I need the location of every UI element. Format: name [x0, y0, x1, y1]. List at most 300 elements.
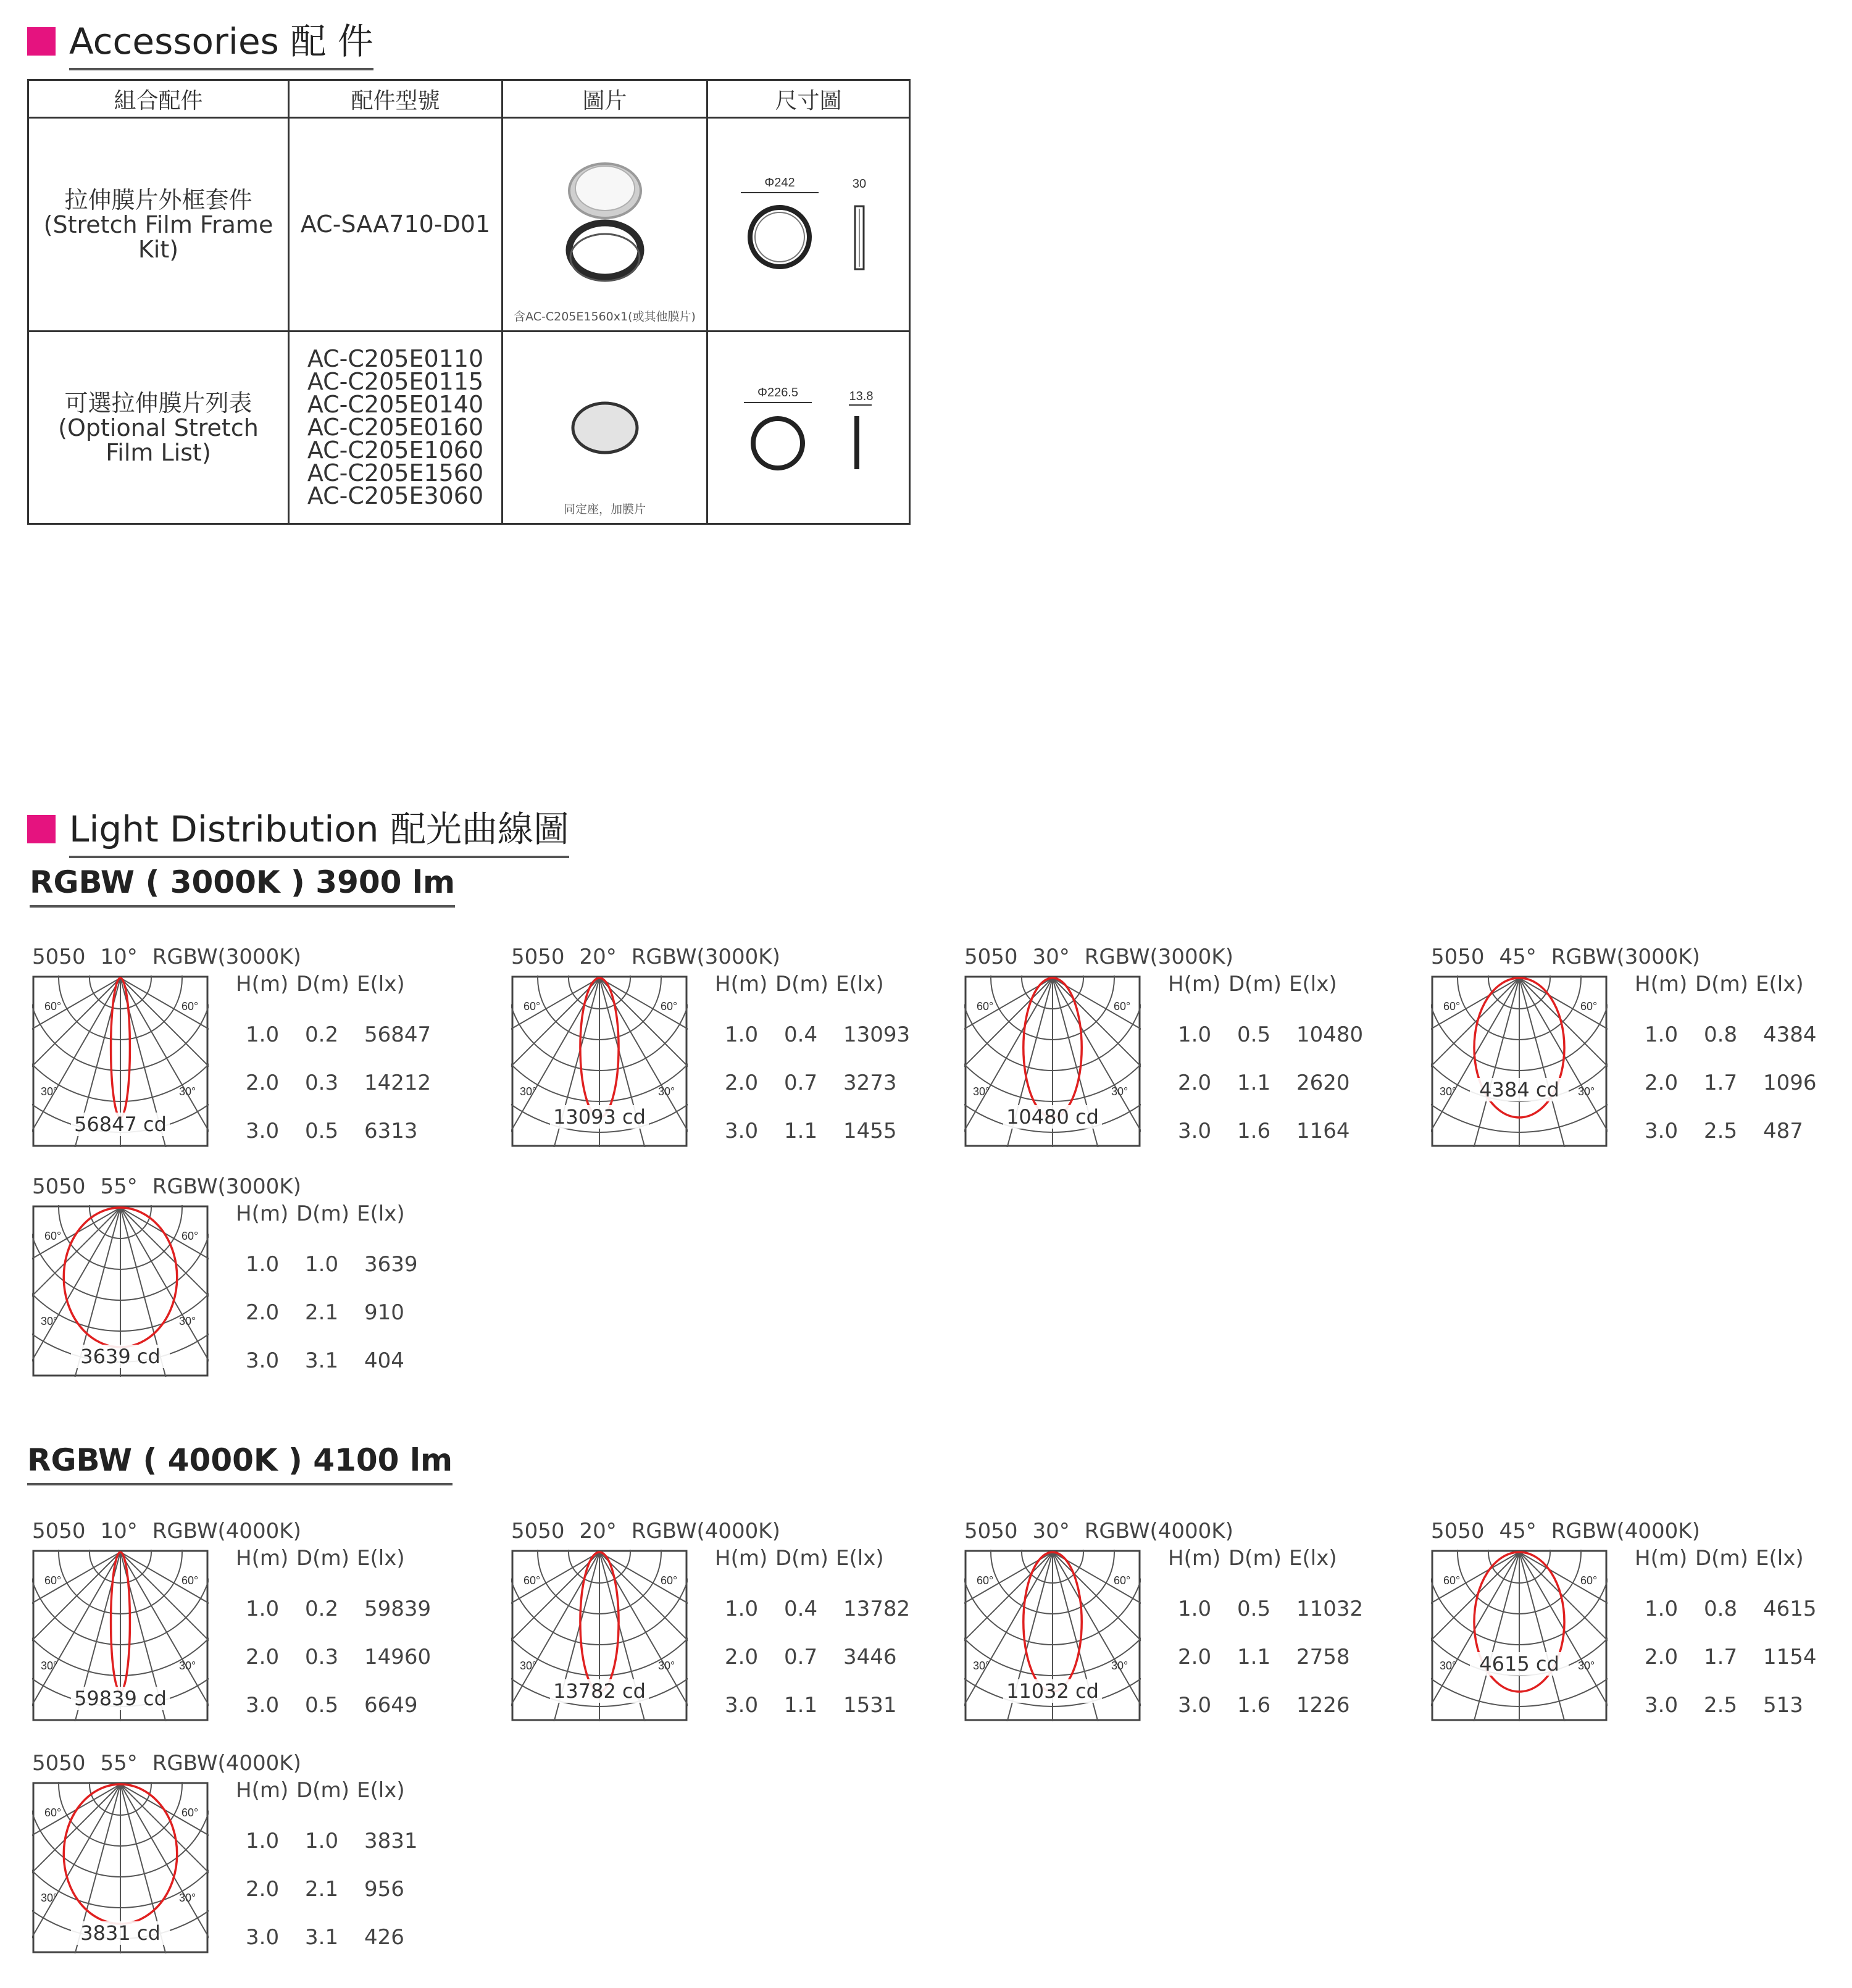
- illuminance-value: 1096: [1763, 1071, 1817, 1095]
- column-header: H(m): [715, 972, 768, 996]
- chart-beam: 55°: [100, 1751, 138, 1776]
- film-picture: [543, 382, 667, 474]
- illuminance-value: 4615: [1763, 1597, 1817, 1621]
- chart-label: RGBW(3000K): [1084, 945, 1233, 969]
- diameter-value: 0.3: [305, 1071, 339, 1095]
- illuminance-value: 1154: [1763, 1645, 1817, 1669]
- angle-label-30-left: 30°: [973, 1660, 990, 1672]
- light-distribution-card: [32, 945, 464, 1167]
- chart-title: [964, 945, 1248, 969]
- light-distribution-card: [1431, 1519, 1852, 1741]
- diameter-value: 1.1: [1237, 1645, 1271, 1669]
- illuminance-value: 59839: [364, 1597, 432, 1621]
- illuminance-value: 56847: [364, 1022, 432, 1047]
- angle-label-60-right: 60°: [181, 1000, 199, 1013]
- light-distribution-card: [1431, 945, 1852, 1167]
- chart-label: RGBW(3000K): [152, 945, 301, 969]
- illuminance-table-header: [236, 1778, 417, 1803]
- diameter-value: 0.2: [305, 1597, 339, 1621]
- column-header: D(m): [1228, 1546, 1282, 1571]
- angle-label-30-left: 30°: [1440, 1085, 1457, 1098]
- chart-label: RGBW(3000K): [1551, 945, 1700, 969]
- illuminance-value: 3446: [843, 1645, 897, 1669]
- chart-label: RGBW(4000K): [631, 1519, 780, 1543]
- frame-kit-picture: [543, 154, 667, 296]
- height-value: 3.0: [246, 1348, 280, 1373]
- angle-label-60-right: 60°: [181, 1230, 199, 1242]
- angle-label-30-right: 30°: [1111, 1085, 1128, 1098]
- column-header: D(m): [775, 1546, 828, 1571]
- height-value: 3.0: [1178, 1693, 1212, 1718]
- chart-beam: 55°: [100, 1174, 138, 1199]
- angle-label-30-right: 30°: [179, 1085, 196, 1098]
- polar-diagram: [1431, 1550, 1608, 1721]
- image-caption: 同定座，加膜片: [563, 503, 646, 516]
- diameter-value: 2.5: [1704, 1119, 1738, 1143]
- chart-led: 5050: [32, 1174, 86, 1199]
- illuminance-value: 1455: [843, 1119, 897, 1143]
- angle-label-60-right: 60°: [181, 1806, 199, 1819]
- kit-name-zh: 可選拉伸膜片列表: [64, 389, 252, 417]
- column-header: H(m): [1168, 972, 1221, 996]
- polar-diagram: [32, 975, 209, 1147]
- chart-led: 5050: [964, 945, 1018, 969]
- chart-led: 5050: [964, 1519, 1018, 1543]
- illuminance-value: 13782: [843, 1597, 911, 1621]
- column-header: E(lx): [357, 972, 405, 996]
- model-number: AC-C205E0115: [307, 368, 484, 395]
- diameter-value: 0.8: [1704, 1022, 1738, 1047]
- dimension-cell: [707, 118, 910, 332]
- column-header: D(m): [1695, 1546, 1748, 1571]
- model-number: AC-C205E0160: [307, 414, 484, 441]
- diameter-value: 1.6: [1237, 1119, 1271, 1143]
- model-number: AC-C205E1060: [307, 436, 484, 464]
- illuminance-row: [246, 1119, 418, 1143]
- group-title-3000k: RGBW ( 3000K ) 3900 lm: [30, 864, 455, 908]
- section-marker: [27, 815, 56, 843]
- illuminance-value: 1226: [1296, 1693, 1350, 1718]
- image-cell: [503, 118, 707, 332]
- illuminance-row: [725, 1597, 910, 1621]
- chart-label: RGBW(4000K): [152, 1519, 301, 1543]
- model-number: AC-C205E1560: [307, 459, 484, 487]
- angle-label-60-left: 60°: [977, 1574, 994, 1587]
- chart-label: RGBW(4000K): [1084, 1519, 1233, 1543]
- illuminance-row: [246, 1071, 431, 1095]
- accessories-table: [27, 79, 911, 525]
- dimension-cell: [707, 332, 910, 524]
- height-value: 2.0: [1645, 1645, 1679, 1669]
- diameter-value: 1.7: [1704, 1645, 1738, 1669]
- peak-intensity-label: 56847 cd: [74, 1113, 167, 1136]
- polar-diagram: [964, 1550, 1141, 1721]
- illuminance-row: [1645, 1119, 1803, 1143]
- diameter-value: 1.7: [1704, 1071, 1738, 1095]
- angle-label-60-left: 60°: [523, 1000, 541, 1013]
- frame-kit-dimension-drawing: [728, 169, 889, 280]
- peak-intensity-label: 59839 cd: [74, 1687, 167, 1710]
- light-distribution-card: [32, 1174, 464, 1397]
- header-model: 配件型號: [289, 80, 503, 118]
- model-cell: [289, 332, 503, 524]
- accessories-heading: [27, 12, 373, 70]
- illuminance-value: 14960: [364, 1645, 432, 1669]
- peak-intensity-label: 4384 cd: [1479, 1078, 1559, 1101]
- column-header: E(lx): [1756, 972, 1804, 996]
- illuminance-row: [246, 1597, 431, 1621]
- illuminance-row: [725, 1022, 910, 1047]
- column-header: H(m): [236, 1201, 289, 1226]
- chart-led: 5050: [1431, 945, 1485, 969]
- angle-label-30-left: 30°: [1440, 1660, 1457, 1672]
- chart-title: [32, 1751, 316, 1776]
- illuminance-table-header: [236, 972, 417, 996]
- illuminance-row: [1178, 1645, 1350, 1669]
- light-distribution-card: [964, 945, 1396, 1167]
- height-value: 3.0: [1645, 1119, 1679, 1143]
- height-value: 2.0: [725, 1645, 759, 1669]
- illuminance-value: 10480: [1296, 1022, 1364, 1047]
- height-label: 13.8: [849, 389, 873, 403]
- angle-label-60-right: 60°: [1114, 1000, 1131, 1013]
- diameter-value: 0.5: [305, 1119, 339, 1143]
- height-value: 3.0: [246, 1119, 280, 1143]
- column-header: H(m): [1168, 1546, 1221, 1571]
- illuminance-row: [725, 1693, 897, 1718]
- illuminance-value: 513: [1763, 1693, 1803, 1718]
- angle-label-60-left: 60°: [44, 1806, 62, 1819]
- chart-led: 5050: [32, 945, 86, 969]
- film-dimension-drawing: [728, 382, 889, 474]
- angle-label-30-left: 30°: [520, 1085, 537, 1098]
- height-value: 2.0: [246, 1071, 280, 1095]
- illuminance-row: [246, 1022, 431, 1047]
- angle-label-60-right: 60°: [1580, 1000, 1598, 1013]
- illuminance-value: 404: [364, 1348, 404, 1373]
- illuminance-value: 2620: [1296, 1071, 1350, 1095]
- diameter-value: 2.1: [305, 1877, 339, 1902]
- height-value: 1.0: [725, 1597, 759, 1621]
- illuminance-row: [1178, 1022, 1363, 1047]
- illuminance-value: 956: [364, 1877, 404, 1902]
- chart-beam: 30°: [1032, 945, 1070, 969]
- polar-diagram: [32, 1205, 209, 1377]
- diameter-value: 1.0: [305, 1829, 339, 1853]
- column-header: H(m): [236, 1546, 289, 1571]
- angle-label-30-left: 30°: [41, 1315, 58, 1327]
- illuminance-row: [246, 1877, 404, 1902]
- height-value: 1.0: [246, 1022, 280, 1047]
- chart-led: 5050: [511, 945, 565, 969]
- header-image: 圖片: [503, 80, 707, 118]
- illuminance-row: [1645, 1597, 1817, 1621]
- diameter-value: 0.7: [784, 1645, 818, 1669]
- peak-intensity-label: 10480 cd: [1006, 1105, 1099, 1129]
- diameter-label: Φ226.5: [757, 385, 798, 399]
- diameter-value: 0.3: [305, 1645, 339, 1669]
- column-header: H(m): [236, 1778, 289, 1803]
- column-header: E(lx): [1756, 1546, 1804, 1571]
- angle-label-60-left: 60°: [523, 1574, 541, 1587]
- chart-beam: 20°: [579, 1519, 617, 1543]
- height-value: 2.0: [1178, 1071, 1212, 1095]
- height-value: 2.0: [1645, 1071, 1679, 1095]
- kit-name-cell: [28, 332, 289, 524]
- model-number: AC-C205E0140: [307, 391, 484, 418]
- angle-label-60-left: 60°: [977, 1000, 994, 1013]
- illuminance-table-header: [1168, 1546, 1349, 1571]
- kit-name-en: (Stretch Film Frame Kit): [43, 211, 273, 263]
- illuminance-row: [1645, 1071, 1817, 1095]
- illuminance-value: 6313: [364, 1119, 418, 1143]
- column-header: D(m): [296, 1546, 349, 1571]
- angle-label-60-right: 60°: [661, 1000, 678, 1013]
- illuminance-value: 3831: [364, 1829, 418, 1853]
- peak-intensity-label: 3831 cd: [80, 1921, 161, 1945]
- light-distribution-card: [32, 1751, 464, 1973]
- column-header: H(m): [1635, 972, 1688, 996]
- section-marker: [27, 27, 56, 56]
- angle-label-30-left: 30°: [41, 1085, 58, 1098]
- illuminance-row: [1645, 1022, 1817, 1047]
- angle-label-60-left: 60°: [44, 1574, 62, 1587]
- illuminance-value: 6649: [364, 1693, 418, 1718]
- angle-label-60-left: 60°: [44, 1000, 62, 1013]
- angle-label-30-left: 30°: [41, 1892, 58, 1904]
- diameter-value: 0.4: [784, 1022, 818, 1047]
- height-value: 1.0: [1645, 1597, 1679, 1621]
- diameter-value: 0.4: [784, 1597, 818, 1621]
- chart-title: [32, 1174, 316, 1199]
- polar-diagram: [1431, 975, 1608, 1147]
- polar-diagram: [511, 1550, 688, 1721]
- model-number: AC-C205E0110: [307, 345, 484, 372]
- kit-name-zh: 拉伸膜片外框套件: [64, 186, 252, 214]
- illuminance-row: [246, 1300, 404, 1325]
- illuminance-row: [246, 1693, 418, 1718]
- illuminance-row: [1178, 1071, 1350, 1095]
- height-value: 1.0: [725, 1022, 759, 1047]
- peak-intensity-label: 4615 cd: [1479, 1652, 1559, 1676]
- angle-label-30-right: 30°: [179, 1315, 196, 1327]
- angle-label-60-right: 60°: [1580, 1574, 1598, 1587]
- height-value: 2.0: [1178, 1645, 1212, 1669]
- header-dimension: 尺寸圖: [707, 80, 910, 118]
- angle-label-60-left: 60°: [44, 1230, 62, 1242]
- diameter-value: 0.2: [305, 1022, 339, 1047]
- diameter-value: 0.5: [1237, 1597, 1271, 1621]
- image-caption: 含AC-C205E1560x1(或其他膜片): [514, 310, 696, 324]
- height-value: 3.0: [1645, 1693, 1679, 1718]
- illuminance-value: 14212: [364, 1071, 432, 1095]
- illuminance-value: 1164: [1296, 1119, 1350, 1143]
- angle-label-60-right: 60°: [1114, 1574, 1131, 1587]
- chart-label: RGBW(3000K): [152, 1174, 301, 1199]
- chart-title: [511, 945, 795, 969]
- illuminance-row: [1178, 1119, 1350, 1143]
- angle-label-60-left: 60°: [1443, 1000, 1461, 1013]
- polar-diagram: [511, 975, 688, 1147]
- diameter-label: Φ242: [764, 175, 795, 190]
- column-header: D(m): [1695, 972, 1748, 996]
- diameter-value: 3.1: [305, 1925, 339, 1950]
- illuminance-row: [246, 1829, 418, 1853]
- height-value: 2.0: [246, 1645, 280, 1669]
- angle-label-30-left: 30°: [973, 1085, 990, 1098]
- column-header: H(m): [715, 1546, 768, 1571]
- light-distribution-card: [511, 945, 943, 1167]
- column-header: E(lx): [836, 1546, 884, 1571]
- model-number: AC-SAA710-D01: [300, 211, 491, 238]
- illuminance-value: 11032: [1296, 1597, 1364, 1621]
- illuminance-table-header: [236, 1546, 417, 1571]
- illuminance-value: 426: [364, 1925, 404, 1950]
- column-header: D(m): [775, 972, 828, 996]
- column-header: H(m): [236, 972, 289, 996]
- illuminance-table-header: [1635, 1546, 1816, 1571]
- column-header: E(lx): [836, 972, 884, 996]
- light-distribution-title: Light Distribution 配光曲線圖: [69, 800, 569, 858]
- chart-title: [1431, 1519, 1715, 1543]
- illuminance-table-header: [1635, 972, 1816, 996]
- chart-led: 5050: [32, 1751, 86, 1776]
- column-header: H(m): [1635, 1546, 1688, 1571]
- height-value: 1.0: [246, 1597, 280, 1621]
- chart-title: [32, 1519, 316, 1543]
- illuminance-row: [246, 1252, 418, 1277]
- chart-title: [1431, 945, 1715, 969]
- chart-label: RGBW(4000K): [152, 1751, 301, 1776]
- angle-label-30-right: 30°: [658, 1085, 675, 1098]
- light-distribution-heading: [27, 800, 569, 858]
- angle-label-30-left: 30°: [520, 1660, 537, 1672]
- peak-intensity-label: 3639 cd: [80, 1345, 161, 1368]
- illuminance-row: [1645, 1645, 1817, 1669]
- illuminance-value: 3273: [843, 1071, 897, 1095]
- diameter-value: 1.1: [784, 1119, 818, 1143]
- illuminance-table-header: [715, 972, 896, 996]
- chart-beam: 45°: [1499, 1519, 1537, 1543]
- illuminance-value: 487: [1763, 1119, 1803, 1143]
- column-header: E(lx): [1289, 1546, 1337, 1571]
- diameter-value: 3.1: [305, 1348, 339, 1373]
- angle-label-30-right: 30°: [1111, 1660, 1128, 1672]
- model-number: AC-C205E3060: [307, 482, 484, 509]
- angle-label-30-right: 30°: [179, 1660, 196, 1672]
- table-row: [28, 118, 910, 332]
- polar-diagram: [32, 1782, 209, 1953]
- illuminance-row: [725, 1645, 897, 1669]
- illuminance-row: [725, 1071, 897, 1095]
- illuminance-value: 13093: [843, 1022, 911, 1047]
- illuminance-row: [246, 1925, 404, 1950]
- peak-intensity-label: 13093 cd: [553, 1105, 646, 1129]
- chart-title: [32, 945, 316, 969]
- column-header: E(lx): [357, 1201, 405, 1226]
- peak-intensity-label: 11032 cd: [1006, 1679, 1099, 1703]
- illuminance-row: [1178, 1693, 1350, 1718]
- illuminance-table-header: [1168, 972, 1349, 996]
- chart-label: RGBW(4000K): [1551, 1519, 1700, 1543]
- kit-name-cell: [28, 118, 289, 332]
- angle-label-60-left: 60°: [1443, 1574, 1461, 1587]
- height-value: 3.0: [725, 1693, 759, 1718]
- illuminance-row: [1645, 1693, 1803, 1718]
- column-header: D(m): [296, 1778, 349, 1803]
- height-value: 3.0: [246, 1693, 280, 1718]
- illuminance-value: 3639: [364, 1252, 418, 1277]
- diameter-value: 2.1: [305, 1300, 339, 1325]
- height-value: 2.0: [725, 1071, 759, 1095]
- angle-label-60-right: 60°: [661, 1574, 678, 1587]
- illuminance-row: [246, 1645, 431, 1669]
- height-value: 3.0: [725, 1119, 759, 1143]
- group-title-4000k: RGBW ( 4000K ) 4100 lm: [27, 1442, 453, 1485]
- accessories-title: Accessories 配 件: [69, 12, 373, 70]
- kit-name-en: (Optional Stretch Film List): [58, 414, 259, 466]
- diameter-value: 1.1: [784, 1693, 818, 1718]
- diameter-value: 1.0: [305, 1252, 339, 1277]
- chart-led: 5050: [511, 1519, 565, 1543]
- chart-beam: 45°: [1499, 945, 1537, 969]
- height-value: 1.0: [246, 1252, 280, 1277]
- polar-diagram: [964, 975, 1141, 1147]
- diameter-value: 0.8: [1704, 1597, 1738, 1621]
- diameter-value: 1.1: [1237, 1071, 1271, 1095]
- chart-beam: 30°: [1032, 1519, 1070, 1543]
- diameter-value: 2.5: [1704, 1693, 1738, 1718]
- angle-label-30-right: 30°: [1578, 1660, 1595, 1672]
- table-row: [28, 332, 910, 524]
- illuminance-table-header: [236, 1201, 417, 1226]
- angle-label-30-left: 30°: [41, 1660, 58, 1672]
- height-value: 1.0: [1645, 1022, 1679, 1047]
- height-value: 1.0: [1178, 1022, 1212, 1047]
- model-cell: [289, 118, 503, 332]
- illuminance-row: [1178, 1597, 1363, 1621]
- header-kit: 組合配件: [28, 80, 289, 118]
- diameter-value: 1.6: [1237, 1693, 1271, 1718]
- chart-title: [964, 1519, 1248, 1543]
- column-header: D(m): [1228, 972, 1282, 996]
- height-label: 30: [852, 177, 866, 191]
- angle-label-30-right: 30°: [658, 1660, 675, 1672]
- illuminance-value: 1531: [843, 1693, 897, 1718]
- column-header: E(lx): [357, 1778, 405, 1803]
- chart-led: 5050: [32, 1519, 86, 1543]
- height-value: 2.0: [246, 1877, 280, 1902]
- height-value: 2.0: [246, 1300, 280, 1325]
- diameter-value: 0.5: [305, 1693, 339, 1718]
- table-header-row: [28, 80, 910, 118]
- column-header: D(m): [296, 972, 349, 996]
- angle-label-30-right: 30°: [179, 1892, 196, 1904]
- illuminance-value: 910: [364, 1300, 404, 1325]
- illuminance-row: [725, 1119, 897, 1143]
- light-distribution-card: [964, 1519, 1396, 1741]
- height-value: 3.0: [1178, 1119, 1212, 1143]
- chart-beam: 20°: [579, 945, 617, 969]
- image-cell: [503, 332, 707, 524]
- diameter-value: 0.7: [784, 1071, 818, 1095]
- height-value: 1.0: [1178, 1597, 1212, 1621]
- height-value: 3.0: [246, 1925, 280, 1950]
- illuminance-value: 4384: [1763, 1022, 1817, 1047]
- column-header: E(lx): [1289, 972, 1337, 996]
- chart-title: [511, 1519, 795, 1543]
- angle-label-30-right: 30°: [1578, 1085, 1595, 1098]
